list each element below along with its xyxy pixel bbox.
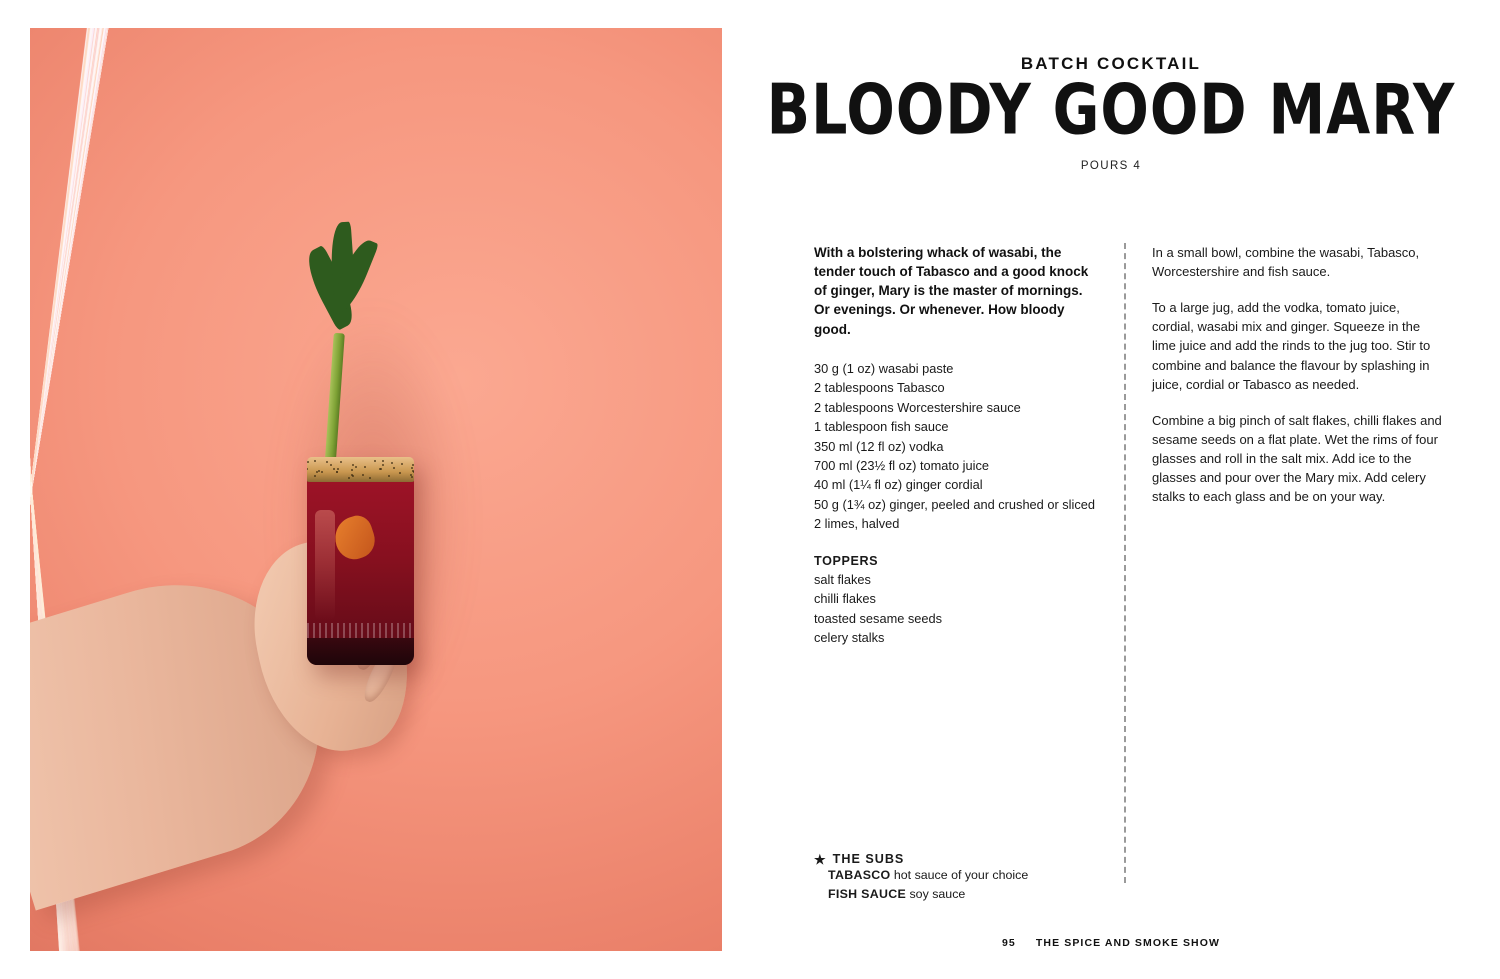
rim-salt-speck <box>382 460 384 462</box>
rim-salt-speck <box>326 461 328 463</box>
method-step: To a large jug, add the vodka, tomato juice, cordial, wasabi mix and ginger. Squeeze in the lime juice and add the rinds to the jug too. Stir to combine and balance the flavour by splashing in juice, cordial or Tabasco as needed. <box>1152 300 1431 392</box>
rim-salt-speck <box>362 474 364 476</box>
recipe-intro: With a bolstering whack of wasabi, the tender touch of Tabasco and a good knock of ginger, Mary is the master of mornings. Or evenings. Or whenever. How bloody good. <box>814 245 1089 337</box>
rim-salt-speck <box>388 475 390 477</box>
glass-base <box>307 638 414 665</box>
rim-salt-speck <box>399 472 401 474</box>
rim-salt-speck <box>412 470 414 472</box>
salted-rim <box>307 457 414 482</box>
sub-row <box>828 866 1144 885</box>
rim-salt-speck <box>318 470 320 472</box>
substitutions-block <box>814 852 1144 903</box>
rim-salt-speck <box>355 466 357 468</box>
topper-item: salt flakes <box>814 571 871 587</box>
sub-term: TABASCO <box>828 868 891 882</box>
ingredients-column <box>814 243 1124 883</box>
method-step: In a small bowl, combine the wasabi, Tabasco, Worcestershire and fish sauce. <box>1152 245 1420 280</box>
cocktail-glass <box>307 457 414 665</box>
rim-salt-speck <box>330 464 332 466</box>
topper-item: chilli flakes <box>814 591 876 607</box>
ingredient-item: 2 tablespoons Worcestershire sauce <box>814 399 1021 415</box>
topper-item: celery stalks <box>814 630 885 646</box>
cocktail-photograph <box>30 28 722 951</box>
rim-salt-speck <box>314 460 316 462</box>
rim-salt-speck <box>369 477 371 479</box>
page-title: BLOODY GOOD MARY <box>766 69 1456 151</box>
star-icon: ★ <box>814 851 827 867</box>
rim-salt-speck <box>348 477 350 479</box>
rim-salt-speck <box>352 464 354 466</box>
ingredient-item: 700 ml (23½ fl oz) tomato juice <box>814 457 989 473</box>
ingredient-item: 1 tablespoon fish sauce <box>814 419 949 435</box>
sub-term: FISH SAUCE <box>828 886 907 901</box>
topper-item: toasted sesame seeds <box>814 610 943 626</box>
recipe-kicker: BATCH COCKTAIL <box>1020 54 1202 73</box>
rim-salt-speck <box>411 476 413 478</box>
page-number: 95 <box>1001 937 1016 949</box>
sub-value: soy sauce <box>906 886 966 901</box>
ingredient-item: 50 g (1¾ oz) ginger, peeled and crushed or sliced <box>814 496 1096 512</box>
ingredient-item: 2 tablespoons Tabasco <box>814 380 945 396</box>
rim-salt-speck <box>401 463 403 465</box>
rim-salt-speck <box>321 471 323 473</box>
rim-salt-speck <box>351 469 353 471</box>
rim-salt-speck <box>337 468 339 470</box>
rim-salt-speck <box>352 475 354 477</box>
rim-salt-speck <box>307 461 309 463</box>
rim-salt-speck <box>364 466 366 468</box>
recipe-columns <box>814 243 1442 883</box>
subs-rows <box>814 866 1144 903</box>
subs-heading <box>814 852 1144 866</box>
recipe-page <box>722 0 1500 979</box>
ingredient-item: 30 g (1 oz) wasabi paste <box>814 360 954 376</box>
subs-heading-label: THE SUBS <box>832 852 905 866</box>
rim-salt-speck <box>336 471 338 473</box>
serving-size: POURS 4 <box>1080 160 1142 172</box>
toppers-list <box>814 570 1100 648</box>
method-column <box>1127 243 1442 883</box>
ingredient-item: 350 ml (12 fl oz) vodka <box>814 438 944 454</box>
rim-salt-speck <box>340 461 342 463</box>
rim-salt-speck <box>333 468 335 470</box>
rim-salt-speck <box>374 460 376 462</box>
citrus-slice <box>329 512 379 563</box>
toppers-heading: TOPPERS <box>814 553 879 568</box>
method-step: Combine a big pinch of salt flakes, chilli flakes and sesame seeds on a flat plate. Wet the rims of four glasses and roll in the salt mix. Add ice to the glasses and pour over the Mary mix. Add celery stalks to each glass and be on your way. <box>1152 412 1442 505</box>
sub-value: hot sauce of your choice <box>890 868 1029 882</box>
sub-row <box>828 885 1144 904</box>
chapter-name: THE SPICE AND SMOKE SHOW <box>1035 937 1221 949</box>
ingredient-list <box>814 359 1100 534</box>
ingredient-item: 40 ml (1¼ fl oz) ginger cordial <box>814 477 983 493</box>
rim-salt-speck <box>314 475 316 477</box>
glass-ribs <box>307 623 414 638</box>
rim-salt-speck <box>412 464 414 466</box>
rim-salt-speck <box>391 462 393 464</box>
rim-salt-speck <box>411 467 413 469</box>
ingredient-item: 2 limes, halved <box>814 516 900 532</box>
page-footer <box>722 937 1500 949</box>
photo-page <box>0 0 722 979</box>
rim-salt-speck <box>393 467 395 469</box>
rim-salt-speck <box>379 468 381 470</box>
rim-salt-speck <box>307 468 308 470</box>
rim-salt-speck <box>382 464 384 466</box>
rim-salt-speck <box>380 468 382 470</box>
